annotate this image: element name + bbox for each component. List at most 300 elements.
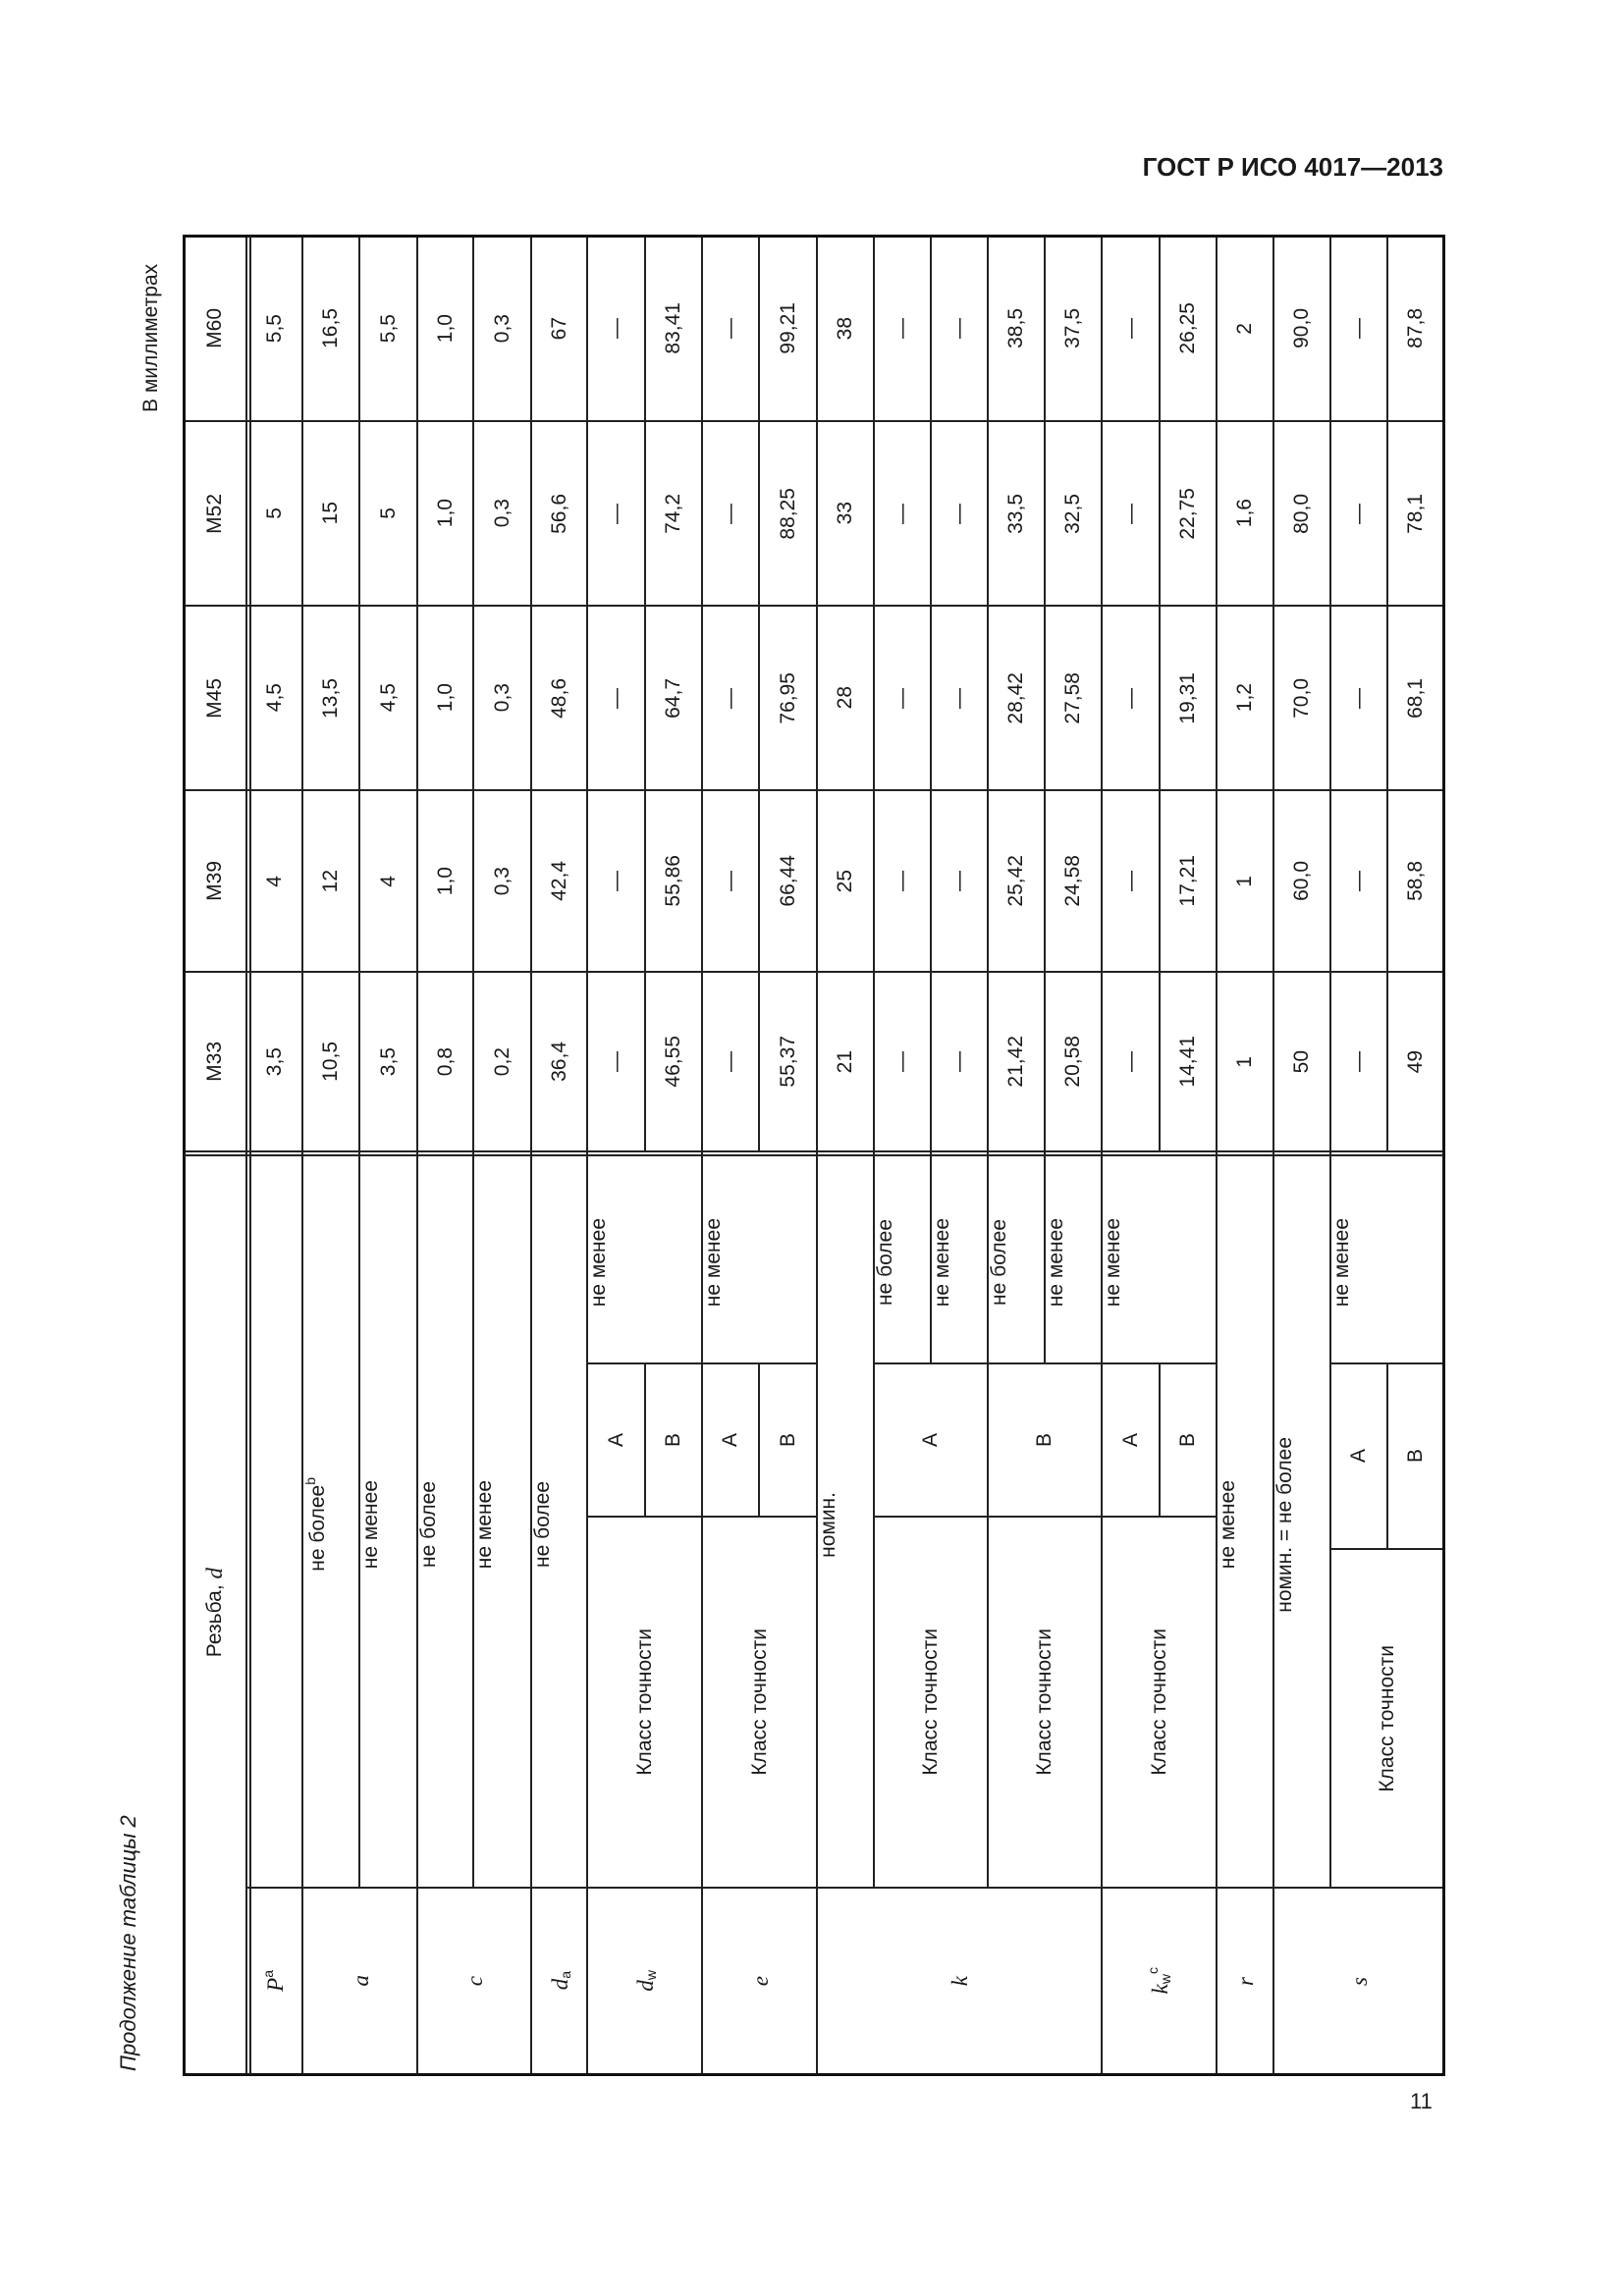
value-cell — [930, 420, 989, 607]
value-cell — [987, 789, 1046, 973]
accuracy-class-label — [987, 1516, 1103, 1889]
value-cell-text: 1,6 — [1233, 499, 1256, 528]
value-cell — [1272, 605, 1331, 791]
symbol-cell — [530, 1887, 588, 2075]
qualifier-cell — [586, 1150, 703, 1364]
value-cell — [644, 235, 703, 422]
thread-header — [183, 1150, 247, 2075]
value-cell — [816, 971, 875, 1152]
value-cell-text: 1 — [1233, 875, 1256, 887]
value-cell — [1386, 789, 1444, 973]
accuracy-class-label — [586, 1516, 703, 1889]
qualifier-cell — [301, 1150, 360, 1889]
value-cell-text: 13,5 — [319, 677, 342, 719]
value-cell-text: 4,5 — [262, 683, 286, 713]
value-cell — [1329, 789, 1388, 973]
value-cell-text: 10,5 — [319, 1041, 342, 1082]
value-cell — [1216, 420, 1274, 607]
value-cell-text: 74,2 — [662, 493, 684, 534]
value-cell — [586, 971, 646, 1152]
value-cell-text: 17,21 — [1176, 855, 1199, 907]
value-cell-text: 28 — [834, 686, 856, 710]
qualifier-cell-text: не менее — [702, 1217, 725, 1308]
value-cell-text: 12 — [319, 869, 342, 893]
qualifier-cell-text: не более — [531, 1481, 554, 1568]
value-cell — [530, 420, 588, 607]
value-cell-text: 83,41 — [662, 302, 684, 354]
value-cell — [416, 420, 474, 607]
value-cell — [930, 605, 989, 791]
symbol-base: P — [262, 1977, 288, 1992]
value-cell-text: 38 — [834, 316, 856, 341]
symbol-cell — [1216, 1887, 1274, 2075]
value-cell — [1386, 971, 1444, 1152]
value-cell — [1386, 420, 1444, 607]
value-cell-text: 4 — [376, 875, 400, 887]
value-cell-text: — — [719, 318, 741, 339]
value-cell-text: 22,75 — [1176, 487, 1199, 540]
blank-cell — [245, 1150, 303, 1889]
symbol-cell — [1101, 1887, 1218, 2075]
units-note: В миллиметрах — [139, 263, 162, 412]
value-cell — [1101, 420, 1161, 607]
size-header-3 — [183, 420, 247, 607]
value-cell — [644, 605, 703, 791]
accuracy-class-label-text: Класс точности — [632, 1629, 656, 1776]
accuracy-class-label-text: Класс точности — [1033, 1629, 1056, 1776]
value-cell-text: — — [719, 1051, 741, 1072]
value-cell-text: 32,5 — [1061, 493, 1084, 534]
value-cell — [416, 235, 474, 422]
grade-a — [701, 1362, 760, 1518]
qualifier-cell-text: не менее — [1217, 1479, 1239, 1570]
value-cell — [358, 971, 418, 1152]
value-cell — [930, 789, 989, 973]
value-cell-text: 1 — [1233, 1055, 1256, 1068]
grade-a — [873, 1362, 989, 1518]
value-cell — [530, 605, 588, 791]
value-cell-text: — — [891, 687, 913, 709]
value-cell-text: 46,55 — [662, 1036, 684, 1088]
value-cell-text: — — [947, 318, 970, 339]
grade-b — [644, 1362, 703, 1518]
value-cell-text: 25,42 — [1004, 855, 1027, 907]
standard-designation: ГОСТ Р ИСО 4017—2013 — [1142, 152, 1443, 182]
value-cell — [245, 235, 303, 422]
value-cell — [1159, 605, 1218, 791]
value-cell — [416, 789, 474, 973]
value-cell — [301, 789, 360, 973]
grade-a-text: A — [1118, 1432, 1142, 1447]
value-cell-text: 0,3 — [490, 866, 514, 896]
value-cell-text: 87,8 — [1403, 308, 1427, 348]
value-cell-text: 0,2 — [490, 1046, 514, 1077]
symbol-base: d — [547, 1979, 572, 1991]
value-cell-text: 24,58 — [1061, 855, 1084, 907]
value-cell-text: — — [719, 687, 741, 709]
value-cell-text: — — [604, 318, 627, 339]
symbol-cell — [301, 1887, 418, 2075]
value-cell-text: 4,5 — [376, 683, 400, 713]
value-cell-text: 15 — [319, 502, 342, 525]
thread-label: Резьба, — [203, 1578, 226, 1658]
symbol-cell-text — [630, 1970, 659, 1992]
value-cell-text: — — [1118, 318, 1142, 339]
value-cell — [816, 420, 875, 607]
value-cell — [758, 605, 818, 791]
value-cell-text: 55,37 — [776, 1036, 799, 1088]
value-cell-text: 1,0 — [433, 313, 457, 344]
value-cell-text: 60,0 — [1290, 861, 1313, 901]
value-cell-text: — — [1347, 687, 1370, 709]
value-cell-text: 28,42 — [1004, 671, 1027, 724]
qualifier-cell-text: не менее — [359, 1479, 382, 1570]
value-cell — [1272, 420, 1331, 607]
qualifier-cell-text: номин. = не более — [1273, 1436, 1296, 1613]
label-double-line — [184, 1154, 1443, 1156]
grade-a — [1101, 1362, 1161, 1518]
value-cell — [1329, 235, 1388, 422]
value-cell — [358, 420, 418, 607]
value-cell-text: — — [1347, 503, 1370, 524]
grade-a-text: A — [719, 1432, 741, 1447]
qualifier-cell-text — [302, 1477, 330, 1572]
value-cell-text: 90,0 — [1290, 308, 1313, 348]
value-cell — [987, 971, 1046, 1152]
symbol-cell-text — [1344, 1977, 1373, 1986]
symbol-cell-text — [545, 1971, 573, 1990]
value-cell — [1159, 235, 1218, 422]
qualifier-cell — [358, 1150, 418, 1889]
value-cell-text: — — [1118, 1051, 1142, 1072]
grade-a-text: A — [919, 1432, 942, 1447]
value-cell-text: 5 — [262, 507, 286, 519]
value-cell-text: — — [1118, 503, 1142, 524]
qualifier-cell-text: не более — [988, 1219, 1010, 1306]
value-cell — [245, 971, 303, 1152]
value-cell-text: 99,21 — [776, 302, 799, 354]
value-cell-text: — — [604, 871, 627, 891]
value-cell-text: 5 — [376, 507, 400, 519]
value-cell-text: 80,0 — [1290, 493, 1313, 534]
value-cell-text: 55,86 — [662, 855, 684, 907]
value-cell-text: 3,5 — [262, 1046, 286, 1077]
value-cell-text: 16,5 — [319, 308, 342, 348]
value-cell — [873, 971, 932, 1152]
value-cell — [472, 420, 532, 607]
value-cell-text: 33 — [834, 502, 856, 525]
thread-symbol: d — [202, 1568, 227, 1579]
size-header-0-text: M33 — [203, 1041, 226, 1082]
value-cell — [701, 605, 760, 791]
thread-header-text — [202, 1568, 228, 1657]
accuracy-class-label — [701, 1516, 818, 1889]
qualifier-cell-text: не менее — [473, 1479, 496, 1570]
grade-b-text: B — [662, 1432, 684, 1447]
value-cell — [1386, 235, 1444, 422]
value-cell-text: 70,0 — [1290, 677, 1313, 719]
symbol-base: s — [1346, 1976, 1372, 1986]
qualifier-cell — [1101, 1150, 1218, 1364]
size-header-2-text: M45 — [203, 677, 226, 719]
value-cell — [245, 789, 303, 973]
value-cell-text: 68,1 — [1403, 677, 1427, 719]
grade-b-text: B — [1403, 1449, 1427, 1464]
value-cell — [873, 789, 932, 973]
qualifier-cell — [1329, 1150, 1444, 1364]
value-cell-text: 67 — [547, 316, 570, 341]
qualifier-cell-text: не менее — [931, 1217, 953, 1308]
value-cell — [701, 971, 760, 1152]
value-cell-text: 36,4 — [547, 1041, 570, 1082]
symbol-subscript: a — [558, 1971, 574, 1980]
symbol-cell — [701, 1887, 818, 2075]
qualifier-max: не более — [306, 1484, 329, 1572]
grade-b — [758, 1362, 818, 1518]
symbol-cell-text — [1230, 1977, 1259, 1986]
value-cell — [1159, 420, 1218, 607]
value-cell — [701, 789, 760, 973]
size-header-1-text: M39 — [203, 861, 226, 901]
value-cell — [245, 605, 303, 791]
qualifier-cell — [1044, 1150, 1103, 1364]
value-cell-text: — — [1347, 1051, 1370, 1072]
value-cell — [987, 420, 1046, 607]
value-cell-text: — — [1347, 318, 1370, 339]
grade-b — [1386, 1362, 1444, 1550]
value-cell — [816, 789, 875, 973]
value-cell-text: 64,7 — [662, 677, 684, 719]
value-cell-text: 38,5 — [1004, 308, 1027, 348]
value-cell-text: — — [1347, 871, 1370, 891]
value-cell-text: — — [719, 871, 741, 891]
symbol-base: c — [462, 1975, 488, 1987]
value-cell-text: — — [1118, 687, 1142, 709]
symbol-base: k — [1147, 1984, 1172, 1995]
qualifier-cell — [1272, 1150, 1331, 1889]
value-cell-text: 42,4 — [547, 861, 570, 901]
value-cell — [1044, 971, 1103, 1152]
symbol-cell — [245, 1887, 303, 2075]
qualifier-cell — [816, 1150, 875, 1889]
value-cell — [1216, 605, 1274, 791]
value-cell — [1386, 605, 1444, 791]
value-cell-text: 27,58 — [1061, 671, 1084, 724]
value-cell — [987, 605, 1046, 791]
value-cell-text: 49 — [1403, 1049, 1427, 1074]
size-header-4-text: M60 — [203, 308, 226, 348]
value-cell — [644, 420, 703, 607]
grade-b-text: B — [1033, 1432, 1056, 1447]
symbol-cell-text — [260, 1970, 289, 1992]
accuracy-class-label-text: Класс точности — [747, 1629, 771, 1776]
grade-b-text: B — [776, 1432, 799, 1447]
value-cell-text: — — [947, 871, 970, 891]
value-cell — [987, 235, 1046, 422]
value-cell — [1272, 789, 1331, 973]
value-cell — [1216, 789, 1274, 973]
value-cell-text: 4 — [262, 875, 286, 887]
symbol-base: k — [947, 1975, 973, 1987]
value-cell-text: 2 — [1233, 322, 1256, 335]
value-cell-text: 25 — [834, 869, 856, 893]
value-cell — [701, 235, 760, 422]
value-cell — [1044, 420, 1103, 607]
value-cell — [245, 420, 303, 607]
symbol-superscript: c — [1144, 1967, 1161, 1975]
accuracy-class-label-text: Класс точности — [1375, 1644, 1398, 1792]
qualifier-cell-text: не более — [417, 1481, 440, 1568]
value-cell-text: — — [891, 871, 913, 891]
symbol-cell — [416, 1887, 532, 2075]
footnote-b: b — [302, 1477, 318, 1485]
value-cell — [1044, 235, 1103, 422]
value-cell — [586, 420, 646, 607]
value-cell-text: — — [604, 503, 627, 524]
accuracy-class-label-text: Класс точности — [919, 1629, 942, 1776]
symbol-cell-text — [1145, 1967, 1173, 1994]
value-cell-text: 0,3 — [490, 313, 514, 344]
value-cell-text: 37,5 — [1061, 308, 1084, 348]
value-cell-text: — — [891, 503, 913, 524]
value-cell — [1272, 235, 1331, 422]
qualifier-cell-text: не менее — [1330, 1217, 1353, 1308]
grade-b — [1159, 1362, 1218, 1518]
value-cell-text: 88,25 — [776, 487, 799, 540]
accuracy-class-label — [873, 1516, 989, 1889]
size-header-0 — [183, 971, 247, 1152]
qualifier-cell-text: не менее — [1045, 1217, 1067, 1308]
value-cell — [472, 235, 532, 422]
value-cell — [416, 605, 474, 791]
value-cell — [1044, 789, 1103, 973]
value-cell — [358, 235, 418, 422]
value-cell — [1101, 235, 1161, 422]
value-cell-text: 14,41 — [1176, 1036, 1199, 1088]
grade-a — [586, 1362, 646, 1518]
value-cell — [530, 789, 588, 973]
value-cell-text: 26,25 — [1176, 302, 1199, 354]
value-cell — [1101, 971, 1161, 1152]
value-cell — [758, 789, 818, 973]
value-cell — [358, 605, 418, 791]
value-cell-text: — — [604, 687, 627, 709]
value-cell-text: 3,5 — [376, 1046, 400, 1077]
value-cell-text: 58,8 — [1403, 861, 1427, 901]
value-cell-text: — — [891, 1051, 913, 1072]
value-cell — [873, 235, 932, 422]
value-cell — [358, 789, 418, 973]
value-cell-text: 1,2 — [1233, 683, 1256, 713]
symbol-cell — [816, 1887, 1103, 2075]
qualifier-cell-text: не менее — [587, 1217, 610, 1308]
value-cell — [301, 605, 360, 791]
value-cell — [586, 789, 646, 973]
qualifier-cell — [530, 1150, 588, 1889]
value-cell — [472, 971, 532, 1152]
qualifier-cell — [987, 1150, 1046, 1364]
qualifier-cell — [416, 1150, 474, 1889]
value-cell-text: 5,5 — [376, 313, 400, 344]
value-cell-text: 21 — [834, 1049, 856, 1074]
symbol-cell-text — [460, 1976, 488, 1986]
value-cell-text: 21,42 — [1004, 1036, 1027, 1088]
value-cell-text: 33,5 — [1004, 493, 1027, 534]
symbol-base: a — [348, 1975, 373, 1987]
value-cell-text: 1,0 — [433, 683, 457, 713]
value-cell-text: 0,8 — [433, 1046, 457, 1077]
value-cell-text: — — [604, 1051, 627, 1072]
value-cell — [873, 605, 932, 791]
value-cell-text: 1,0 — [433, 866, 457, 896]
value-cell — [301, 235, 360, 422]
value-cell-text: — — [947, 687, 970, 709]
symbol-cell — [586, 1887, 703, 2075]
value-cell-text: — — [947, 1051, 970, 1072]
value-cell — [586, 235, 646, 422]
value-cell — [873, 420, 932, 607]
symbol-cell-text — [745, 1976, 774, 1986]
value-cell — [530, 235, 588, 422]
value-cell-text: 66,44 — [776, 855, 799, 907]
qualifier-cell-text: номин. — [817, 1491, 839, 1558]
grade-a — [1329, 1362, 1388, 1550]
value-cell — [1216, 235, 1274, 422]
symbol-subscript: w — [643, 1970, 660, 1981]
value-cell-text: — — [1118, 871, 1142, 891]
value-cell — [472, 605, 532, 791]
symbol-superscript: a — [259, 1970, 276, 1978]
grade-a-text: A — [604, 1432, 627, 1447]
value-cell — [1159, 971, 1218, 1152]
qualifier-cell — [873, 1150, 932, 1364]
value-cell-text: 0,3 — [490, 499, 514, 528]
qualifier-cell-text: не более — [874, 1219, 896, 1306]
value-cell-text: 50 — [1290, 1049, 1313, 1074]
value-cell-text: — — [947, 503, 970, 524]
qualifier-cell — [930, 1150, 989, 1364]
size-header-1 — [183, 789, 247, 973]
value-cell-text: 0,3 — [490, 683, 514, 713]
grade-b — [987, 1362, 1103, 1518]
value-cell — [644, 971, 703, 1152]
value-cell — [1101, 605, 1161, 791]
symbol-cell-text — [945, 1976, 973, 1986]
grade-a-text: A — [1347, 1449, 1370, 1464]
value-cell-text: 1,0 — [433, 499, 457, 528]
symbol-cell — [1272, 1887, 1444, 2075]
symbol-base: e — [747, 1975, 773, 1987]
value-cell — [1159, 789, 1218, 973]
value-cell — [1216, 971, 1274, 1152]
accuracy-class-label-text: Класс точности — [1147, 1629, 1170, 1776]
value-cell — [758, 235, 818, 422]
value-cell-text: 78,1 — [1403, 493, 1427, 534]
qualifier-cell-text: не менее — [1102, 1217, 1124, 1308]
size-header-2 — [183, 605, 247, 791]
table-continuation-caption: Продолжение таблицы 2 — [116, 1815, 140, 2071]
value-cell-text: 5,5 — [262, 313, 286, 344]
value-cell — [701, 420, 760, 607]
value-cell — [930, 235, 989, 422]
value-cell — [530, 971, 588, 1152]
value-cell — [301, 971, 360, 1152]
symbol-subscript: w — [1158, 1974, 1174, 1985]
symbol-base: r — [1233, 1976, 1259, 1986]
qualifier-cell — [701, 1150, 818, 1364]
value-cell — [301, 420, 360, 607]
page-number: 11 — [1410, 2089, 1433, 2113]
